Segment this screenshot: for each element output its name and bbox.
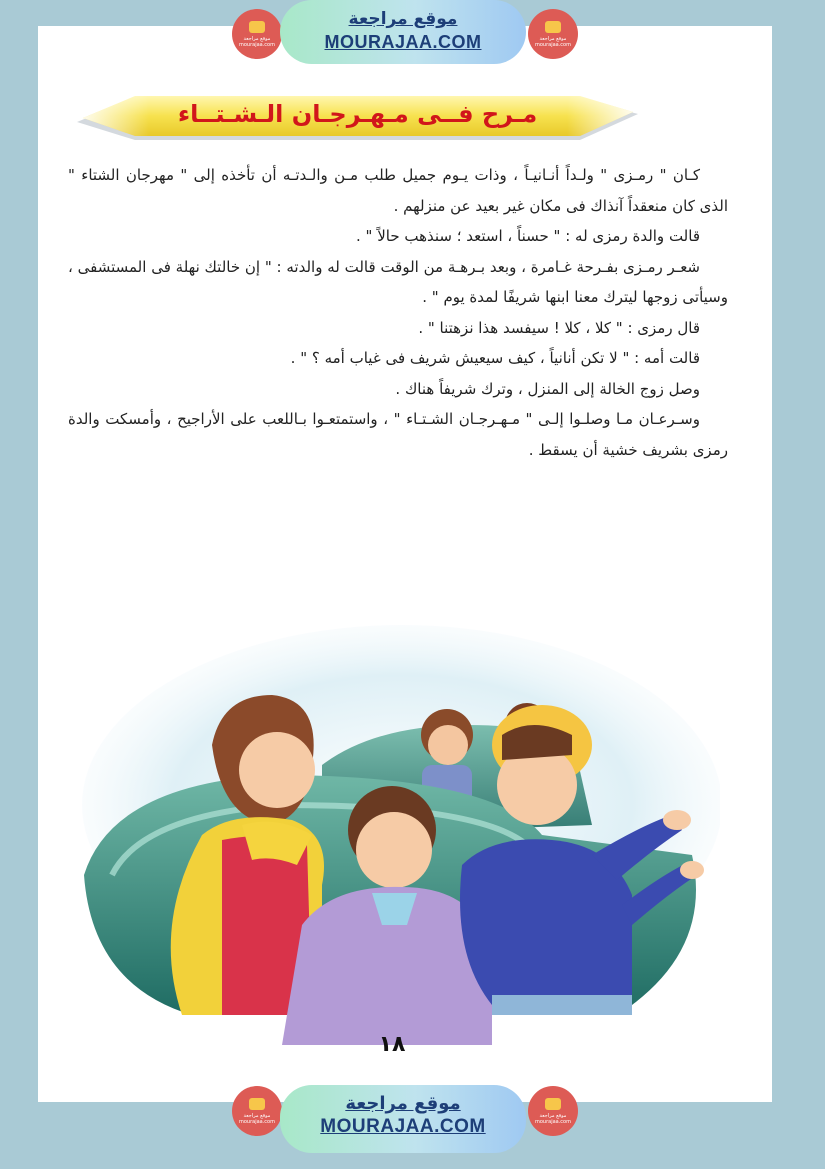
site-logo-icon: موقع مراجعة mourajaa.com (232, 1086, 282, 1136)
paragraph: كـان " رمـزى " ولـداً أنـانيـاً ، وذات يـوم جميل طلب مـن والـدتـه أن تأخذه إلى " مهرجان الشتاء " الذى كان منعقداً آنذاك فى مكان غير بعيد عن منزلهم . (68, 166, 728, 215)
paragraph: قالت أمه : " لا تكن أنانياً ، كيف سيعيش شريف فى غياب أمه ؟ " . (290, 349, 700, 367)
paragraph: قال رمزى : " كلا ، كلا ! سيفسد هذا نزهتنا " . (418, 318, 700, 337)
site-logo-icon: موقع مراجعة mourajaa.com (528, 1086, 578, 1136)
title-banner (75, 92, 640, 144)
paragraph: شعـر رمـزى بفـرحة غـامرة ، وبعد بـرهـة من الوقت قالت له والدته : " إن خالتك نهلة فى المستشفى ، وسيأتى زوجها ليترك معنا ابنها شريفًا لمدة يوم " . (68, 257, 728, 306)
paragraph: وسـرعـان مـا وصلـوا إلـى " مـهـرجـان الشـتـاء " ، واستمتعـوا بـاللعب على الأراجيح ، وأمسكت والدة رمزى بشريف خشية أن يسقط . (68, 410, 728, 459)
page-number: ١٨ (378, 1032, 406, 1057)
paragraph: قالت والدة رمزى له : " حسناً ، استعد ؛ سنذهب حالاً " . (355, 227, 700, 245)
site-logo-icon: موقع مراجعة mourajaa.com (528, 9, 578, 59)
watermark-link[interactable]: MOURAJAA.COM (324, 32, 482, 52)
story-illustration (72, 625, 720, 1045)
site-logo-icon: موقع مراجعة mourajaa.com (232, 9, 282, 59)
watermark-footer[interactable] (280, 1085, 526, 1153)
watermark-arabic: موقع مراجعة (345, 1093, 461, 1114)
story-text (68, 160, 728, 465)
paragraph: وصل زوج الخالة إلى المنزل ، وترك شريفاً هناك . (395, 379, 700, 398)
watermark-arabic: موقع مراجعة (348, 9, 458, 29)
watermark-header[interactable] (280, 0, 526, 64)
watermark-link[interactable]: MOURAJAA.COM (320, 1116, 486, 1137)
page-title: مـرح فــى مـهـرجـان الـشـتــاء (177, 100, 538, 128)
